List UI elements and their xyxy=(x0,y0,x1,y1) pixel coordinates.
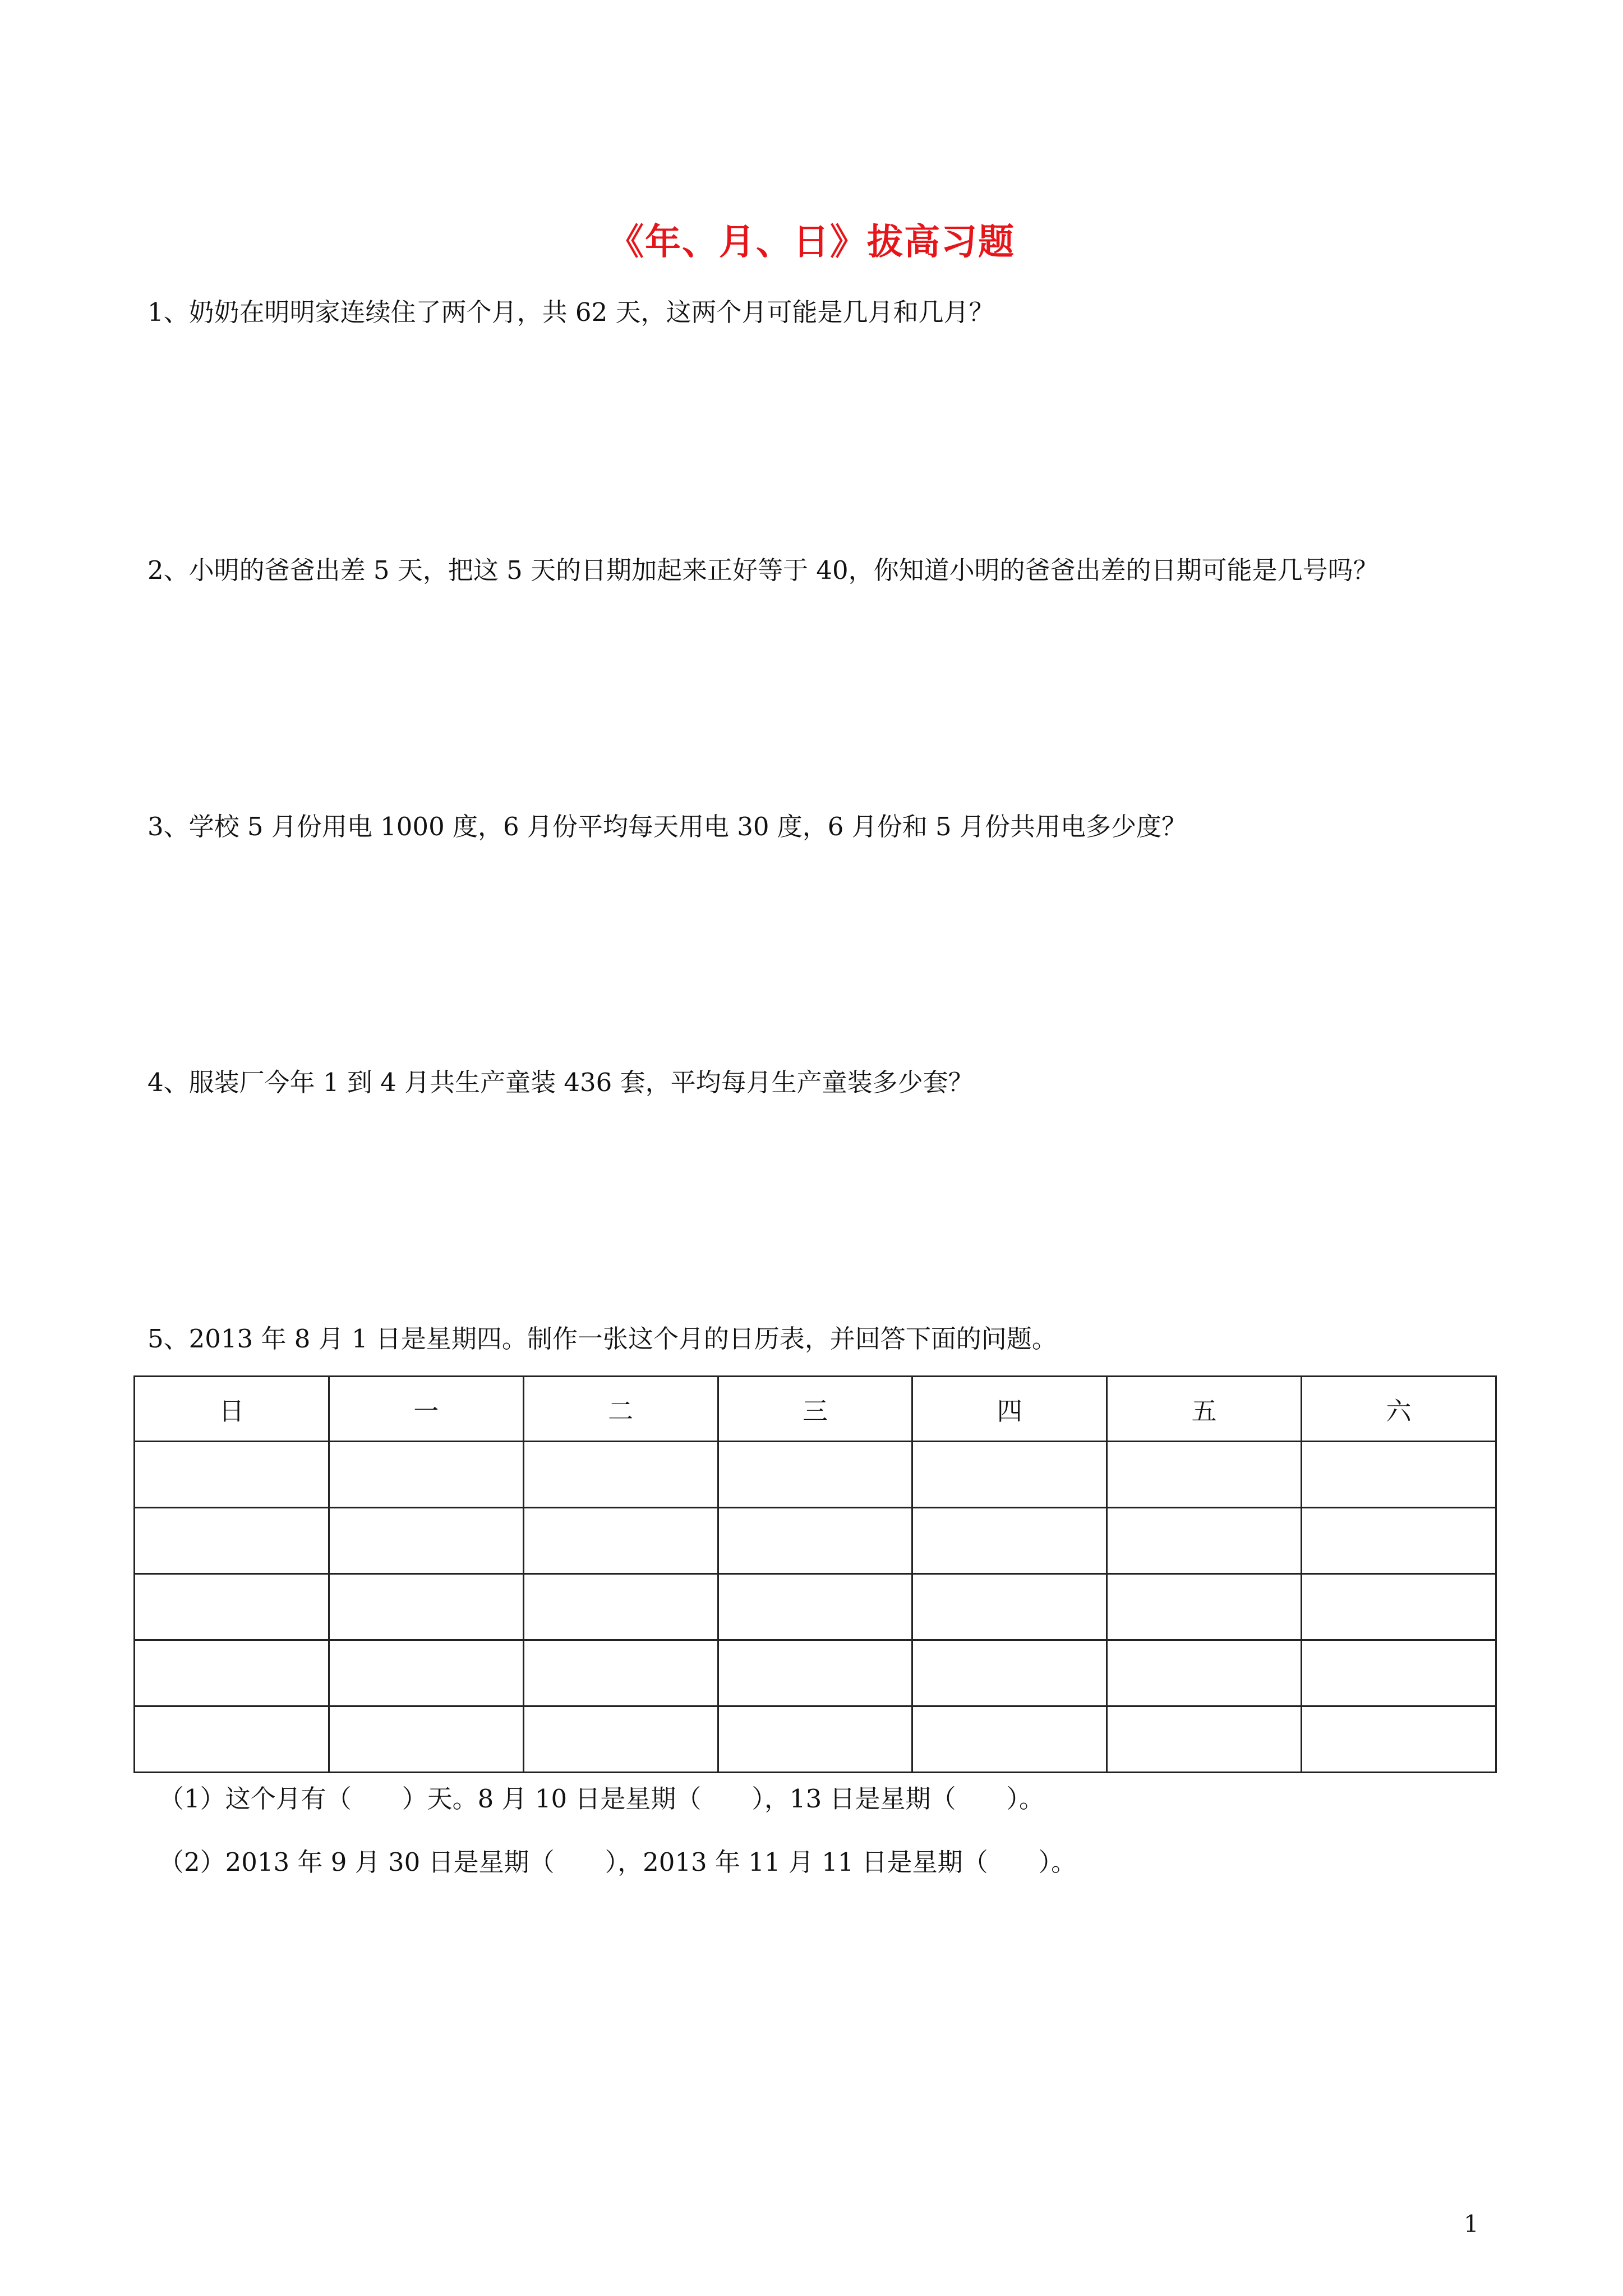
weekday-sun: 日 xyxy=(135,1377,329,1442)
sub-question-2: （2）2013 年 9 月 30 日是星期（ ），2013 年 11 月 11 日是星期（ ）。 xyxy=(159,1847,1077,1877)
calendar-cell[interactable] xyxy=(135,1574,329,1640)
calendar-week-row xyxy=(135,1640,1496,1706)
calendar-week-row xyxy=(135,1706,1496,1773)
calendar-cell[interactable] xyxy=(1302,1640,1496,1706)
calendar-cell[interactable] xyxy=(523,1442,718,1508)
question-3: 3、学校 5 月份用电 1000 度，6 月份平均每天用电 30 度，6 月份和 5 月份共用电多少度？ xyxy=(147,812,1187,841)
calendar-cell[interactable] xyxy=(329,1508,523,1574)
calendar-cell[interactable] xyxy=(912,1574,1107,1640)
question-5: 5、2013 年 8 月 1 日是星期四。制作一张这个月的日历表，并回答下面的问题。 xyxy=(147,1324,1057,1354)
page-number: 1 xyxy=(1464,2210,1479,2238)
calendar-cell[interactable] xyxy=(523,1508,718,1574)
calendar-cell[interactable] xyxy=(718,1574,912,1640)
weekday-tue: 二 xyxy=(523,1377,718,1442)
calendar-cell[interactable] xyxy=(1302,1574,1496,1640)
calendar-cell[interactable] xyxy=(1107,1640,1302,1706)
calendar-cell[interactable] xyxy=(135,1706,329,1773)
sub-question-1: （1）这个月有（ ）天。8 月 10 日是星期（ ），13 日是星期（ ）。 xyxy=(159,1784,1045,1814)
calendar-cell[interactable] xyxy=(523,1574,718,1640)
calendar-cell[interactable] xyxy=(135,1442,329,1508)
weekday-mon: 一 xyxy=(329,1377,523,1442)
calendar-cell[interactable] xyxy=(523,1706,718,1773)
calendar-week-row xyxy=(135,1442,1496,1508)
question-4: 4、服装厂今年 1 到 4 月共生产童装 436 套，平均每月生产童装多少套？ xyxy=(147,1068,974,1097)
calendar-cell[interactable] xyxy=(329,1442,523,1508)
weekday-thu: 四 xyxy=(912,1377,1107,1442)
calendar-cell[interactable] xyxy=(1302,1508,1496,1574)
calendar-table xyxy=(133,1375,1497,1773)
calendar-cell[interactable] xyxy=(718,1706,912,1773)
calendar-cell[interactable] xyxy=(523,1640,718,1706)
page-title: 《年、月、日》拔高习题 xyxy=(608,221,1015,263)
calendar-cell[interactable] xyxy=(912,1706,1107,1773)
calendar-cell[interactable] xyxy=(1107,1442,1302,1508)
calendar-cell[interactable] xyxy=(329,1706,523,1773)
weekday-sat: 六 xyxy=(1302,1377,1496,1442)
calendar-week-row xyxy=(135,1508,1496,1574)
weekday-wed: 三 xyxy=(718,1377,912,1442)
calendar-cell[interactable] xyxy=(718,1442,912,1508)
calendar-cell[interactable] xyxy=(912,1442,1107,1508)
calendar-cell[interactable] xyxy=(135,1508,329,1574)
weekday-fri: 五 xyxy=(1107,1377,1302,1442)
calendar-cell[interactable] xyxy=(1302,1442,1496,1508)
question-2: 2、小明的爸爸出差 5 天，把这 5 天的日期加起来正好等于 40，你知道小明的爸爸出差的日期可能是几号吗？ xyxy=(147,555,1378,585)
calendar-cell[interactable] xyxy=(718,1508,912,1574)
calendar-cell[interactable] xyxy=(912,1640,1107,1706)
calendar-cell[interactable] xyxy=(1107,1706,1302,1773)
calendar-cell[interactable] xyxy=(135,1640,329,1706)
question-1: 1、奶奶在明明家连续住了两个月，共 62 天，这两个月可能是几月和几月？ xyxy=(147,297,994,327)
calendar-cell[interactable] xyxy=(329,1574,523,1640)
calendar-week-row xyxy=(135,1574,1496,1640)
calendar-cell[interactable] xyxy=(1107,1508,1302,1574)
calendar-cell[interactable] xyxy=(718,1640,912,1706)
calendar-cell[interactable] xyxy=(1302,1706,1496,1773)
calendar-cell[interactable] xyxy=(329,1640,523,1706)
calendar-cell[interactable] xyxy=(912,1508,1107,1574)
calendar-cell[interactable] xyxy=(1107,1574,1302,1640)
calendar-header-row xyxy=(135,1377,1496,1442)
